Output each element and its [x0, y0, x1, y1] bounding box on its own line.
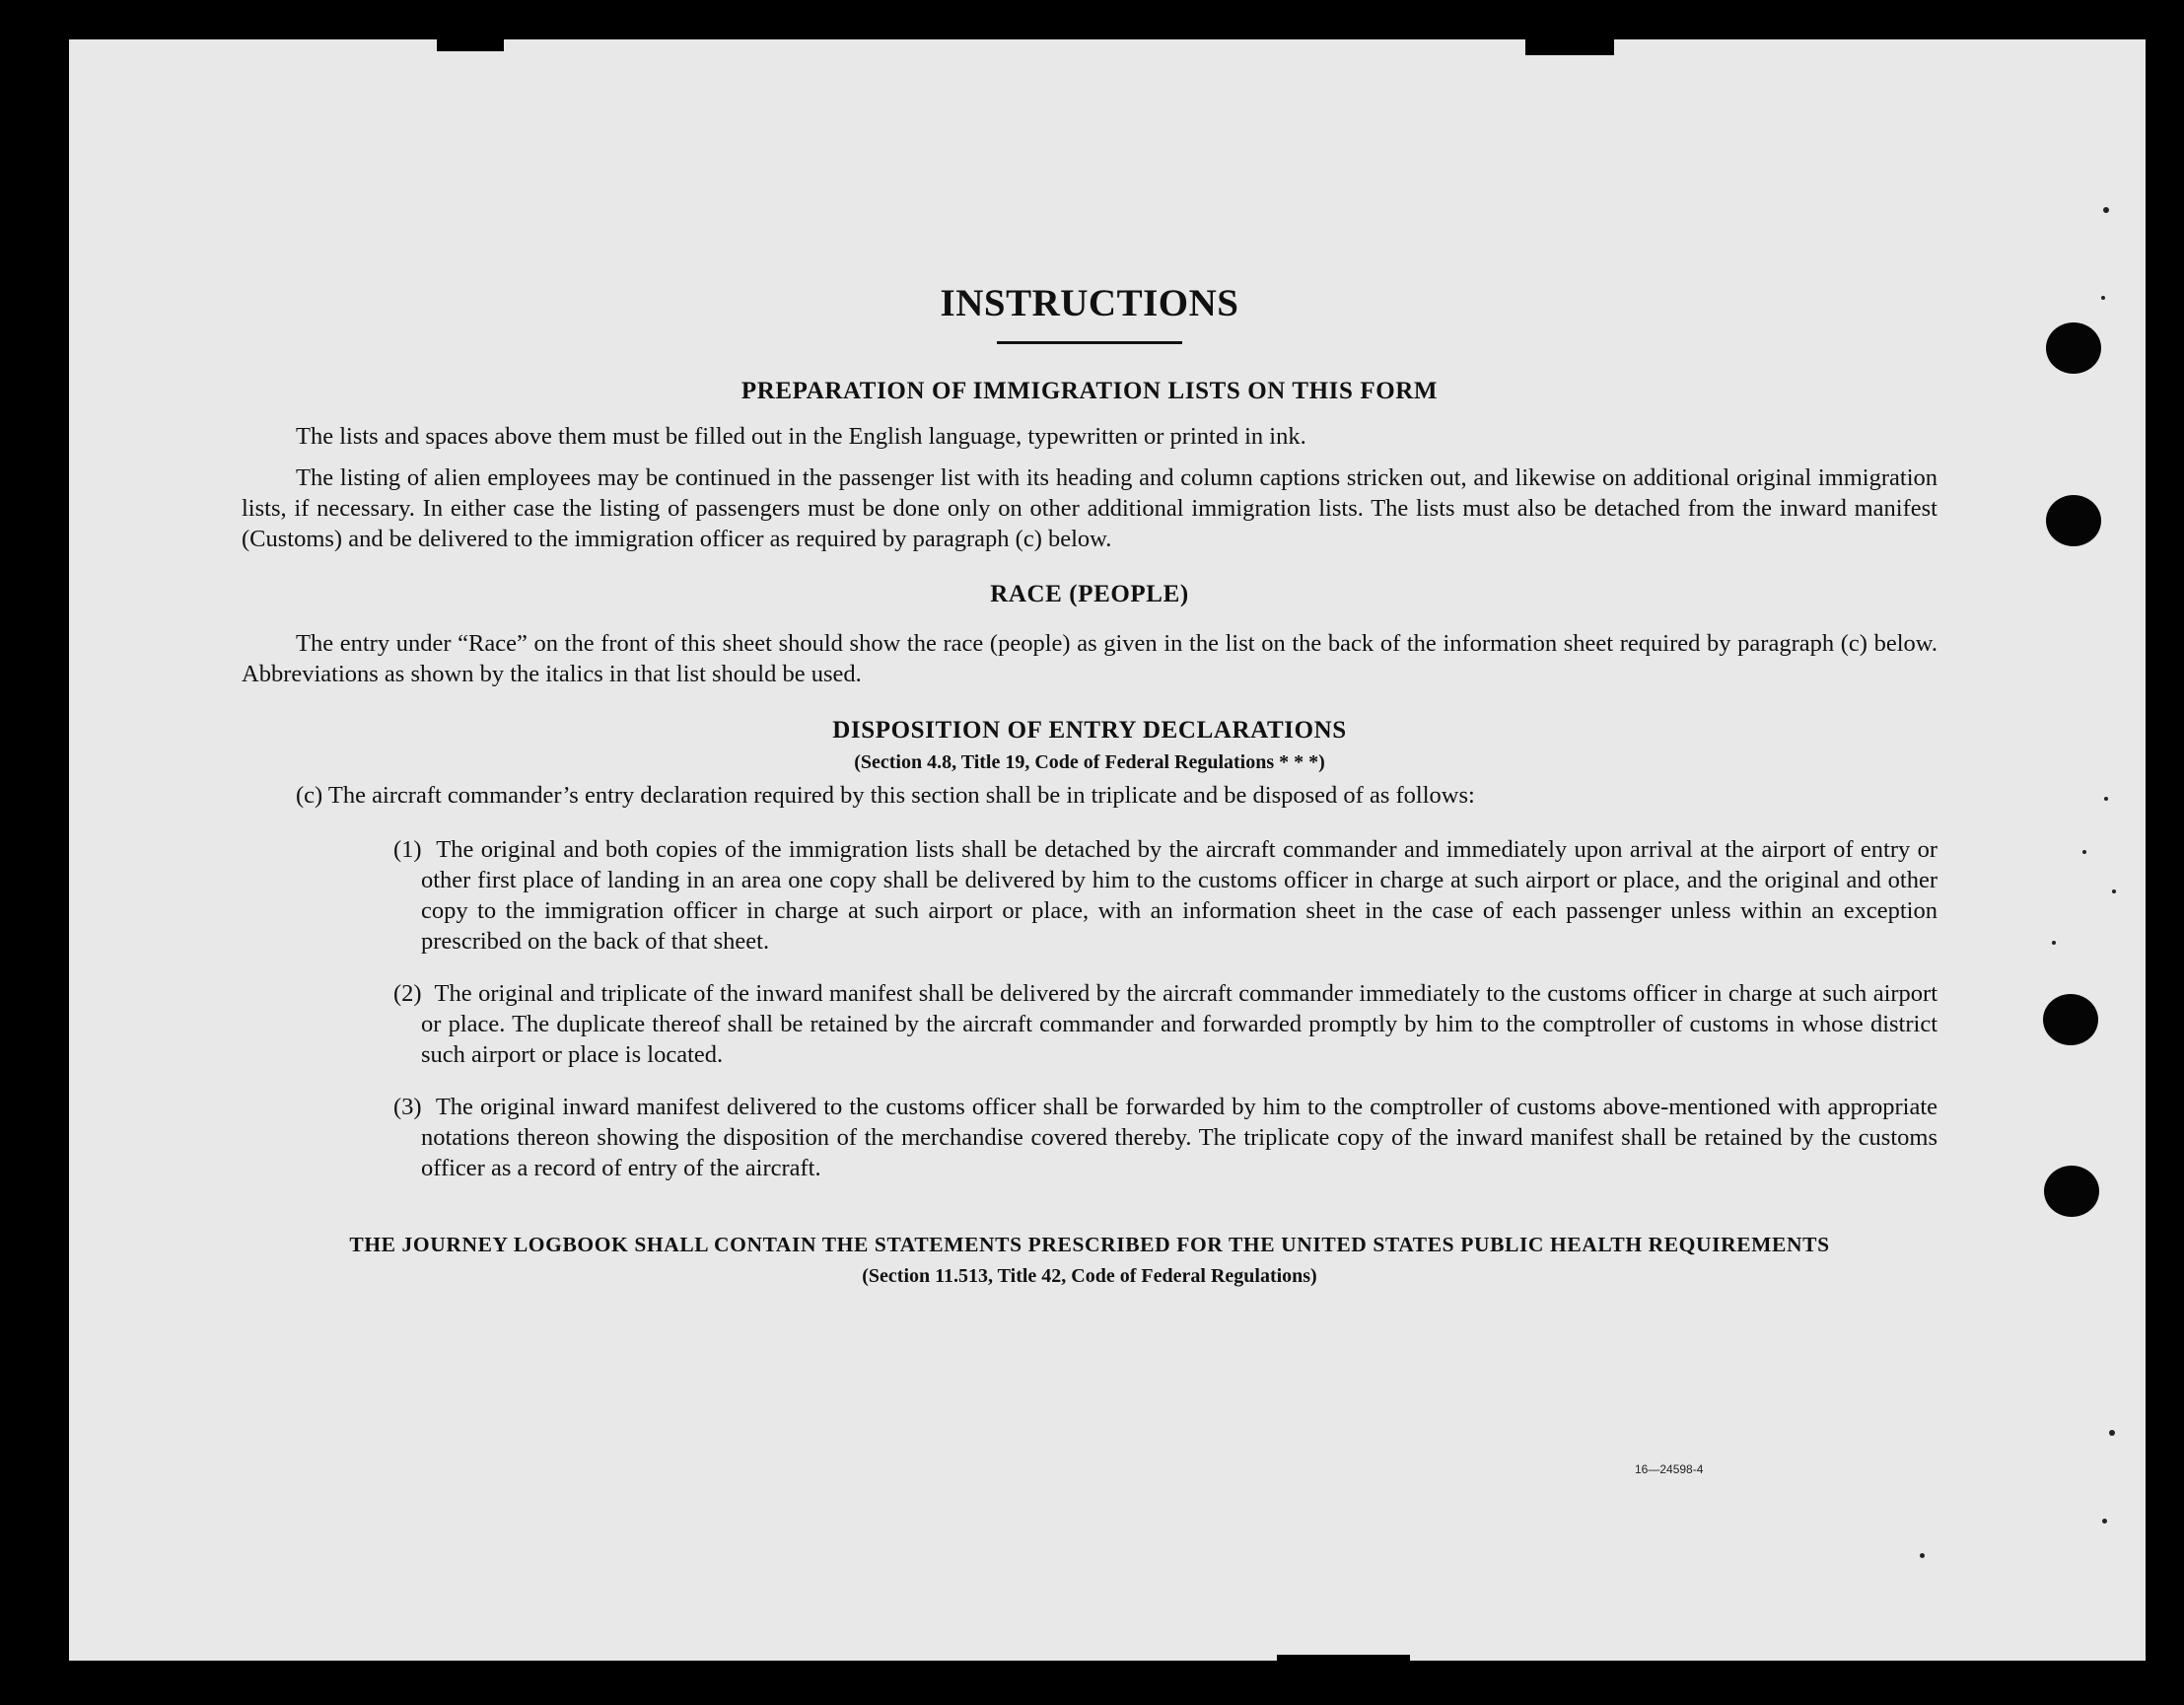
item-text: The original inward manifest delivered to the customs officer shall be forwarded by him to the comptroller of customs above-mentioned with appropriate notations thereon showing the disposition of the merchandise covered thereby. The triplicate copy of the inward manifest shall be retained by the customs officer as a record of entry of the aircraft. [421, 1094, 1937, 1181]
item-text: The original and both copies of the immigration lists shall be detached by the aircraft commander and immediately upon arrival at the airport of entry or other first place of landing in an area one copy shall be delivered by him to the customs officer in charge at such airport or place, and the original and other copy to the immigration officer in charge at such airport or place, with an information sheet in the case of each passenger unless within an exception prescribed on the back of that sheet. [421, 836, 1938, 955]
disposition-item-2 [242, 978, 1937, 1070]
title-underline [997, 341, 1182, 344]
item-number: (2) [393, 980, 422, 1007]
scan-speck [2109, 1430, 2115, 1436]
document-title: INSTRUCTIONS [940, 282, 1239, 324]
public-health-statement: THE JOURNEY LOGBOOK SHALL CONTAIN THE STATEMENTS PRESCRIBED FOR THE UNITED STATES PUBLIC HEALTH REQUIREMENTS [349, 1233, 1830, 1256]
scan-speck [2082, 850, 2086, 854]
punch-hole-2 [2046, 495, 2101, 546]
preparation-paragraph-1: The lists and spaces above them must be filled out in the English language, typewritten or printed in ink. [296, 423, 1306, 450]
scan-speck [2112, 889, 2116, 893]
top-edge-tab-right [1525, 37, 1614, 55]
race-heading: RACE (PEOPLE) [990, 581, 1189, 607]
punch-hole-1 [2046, 322, 2101, 374]
scan-speck [2052, 941, 2056, 945]
page-sheet [69, 39, 2146, 1661]
disposition-heading: DISPOSITION OF ENTRY DECLARATIONS [832, 717, 1347, 744]
scan-speck [2102, 1519, 2107, 1524]
preparation-paragraph-2: The listing of alien employees may be continued in the passenger list with its heading and column captions stricken out, and likewise on additional original immigration lists, if necessary. In either case the listing of passengers must be done only on other additional immigration lists. The lists must also be detached from the inward manifest (Customs) and be delivered to the immigration officer as required by paragraph (c) below. [242, 464, 1937, 552]
public-health-citation: (Section 11.513, Title 42, Code of Federal Regulations) [862, 1265, 1317, 1287]
scan-speck [2103, 207, 2109, 213]
disposition-intro: (c) The aircraft commander’s entry declaration required by this section shall be in triplicate and be disposed of as follows: [296, 782, 1475, 809]
scan-speck [1920, 1553, 1925, 1558]
scan-speck [2101, 296, 2105, 300]
disposition-item-3 [242, 1092, 1937, 1183]
form-number: 16—24598-4 [1635, 1462, 1704, 1476]
top-edge-tab-left [437, 37, 504, 51]
disposition-item-1 [242, 834, 1937, 957]
disposition-citation: (Section 4.8, Title 19, Code of Federal Regulations * * *) [854, 751, 1325, 773]
instructions-body [242, 281, 1937, 1288]
race-paragraph: The entry under “Race” on the front of this sheet should show the race (people) as given in the list on the back of the information sheet required by paragraph (c) below. Abbreviations as shown by the italics in that list should be used. [242, 630, 1937, 687]
bottom-edge-tab [1277, 1655, 1410, 1665]
preparation-heading: PREPARATION OF IMMIGRATION LISTS ON THIS FORM [740, 378, 1439, 404]
punch-hole-4 [2044, 1166, 2099, 1217]
punch-hole-3 [2043, 994, 2098, 1045]
item-text: The original and triplicate of the inward manifest shall be delivered by the aircraft commander immediately to the customs officer in charge at such airport or place. The duplicate thereof shall be retained by the aircraft commander and forwarded promptly by him to the comptroller of customs in whose district such airport or place is located. [421, 980, 1937, 1068]
scan-speck [2104, 797, 2108, 801]
item-number: (1) [393, 836, 422, 863]
item-number: (3) [393, 1094, 422, 1120]
